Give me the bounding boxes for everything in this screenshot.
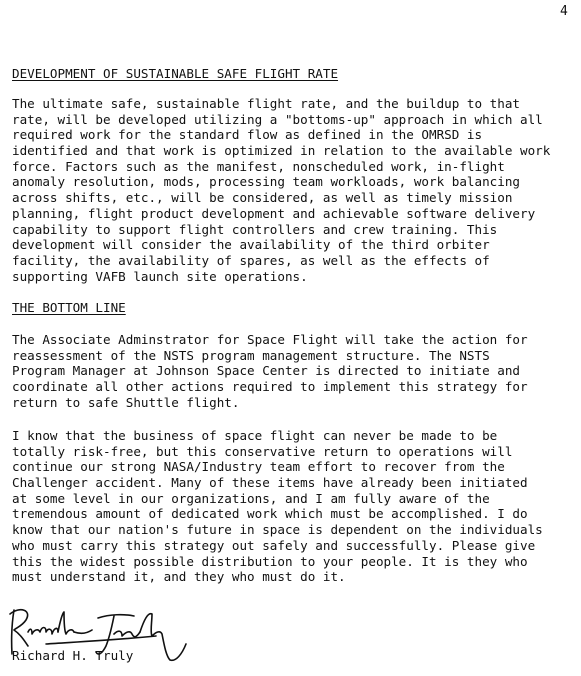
text-line: force. Factors such as the manifest, nonscheduled work, in-flight (12, 158, 505, 174)
section-heading-bottom-line: THE BOTTOM LINE (12, 300, 126, 315)
text-line: The ultimate safe, sustainable flight rate, and the buildup to that (12, 96, 520, 111)
text-line: required work for the standard flow as defined in the OMRSD is (12, 127, 483, 143)
text-line: Program Manager at Johnson Space Center is directed to initiate and (12, 363, 520, 379)
text-line: at some level in our organizations, and I am fully aware of the (12, 490, 490, 506)
text-line: development will consider the availability of the third orbiter (12, 237, 490, 253)
section-heading-flight-rate: DEVELOPMENT OF SUSTAINABLE SAFE FLIGHT RATE (12, 66, 339, 81)
text-line: reassessment of the NSTS program management structure. The NSTS (12, 347, 490, 363)
text-line: I know that the business of space flight can never be made to be (12, 428, 498, 443)
text-line: The Associate Adminstrator for Space Flight will take the action for (12, 332, 528, 347)
paragraph-bottom-line-action (12, 332, 528, 410)
signature-block (6, 604, 206, 668)
text-line: planning, flight product development and achievable software delivery (12, 205, 536, 221)
text-line: coordinate all other actions required to implement this strategy for (12, 379, 528, 395)
signer-name: Richard H. Truly (12, 648, 134, 663)
text-line: tremendous amount of dedicated work which must be accomplished. I do (12, 506, 528, 522)
text-line: who must carry this strategy out safely and successfully. Please give (12, 537, 536, 553)
text-line: rate, will be developed utilizing a "bottoms-up" approach in which all (12, 111, 543, 127)
page-number: 4 (560, 4, 568, 19)
text-line: identified and that work is optimized in relation to the available work (12, 143, 551, 159)
text-line: Challenger accident. Many of these items have already been initiated (12, 475, 528, 491)
paragraph-flight-rate (12, 96, 550, 284)
text-line: totally risk-free, but this conservative return to operations will (12, 443, 513, 459)
text-line: this the widest possible distribution to your people. It is they who (12, 553, 528, 569)
text-line: continue our strong NASA/Industry team effort to recover from the (12, 459, 505, 475)
text-line: capability to support flight controllers and crew training. This (12, 221, 498, 237)
text-line: know that our nation's future in space is dependent on the individuals (12, 522, 543, 538)
text-line: must understand it, and they who must do it. (12, 569, 346, 585)
text-line: across shifts, etc., will be considered, as well as timely mission (12, 190, 513, 206)
text-line: return to safe Shuttle flight. (12, 394, 240, 410)
paragraph-bottom-line-closing (12, 428, 543, 585)
text-line: supporting VAFB launch site operations. (12, 268, 308, 284)
text-line: facility, the availability of spares, as well as the effects of (12, 252, 490, 268)
text-line: anomaly resolution, mods, processing team workloads, work balancing (12, 174, 520, 190)
